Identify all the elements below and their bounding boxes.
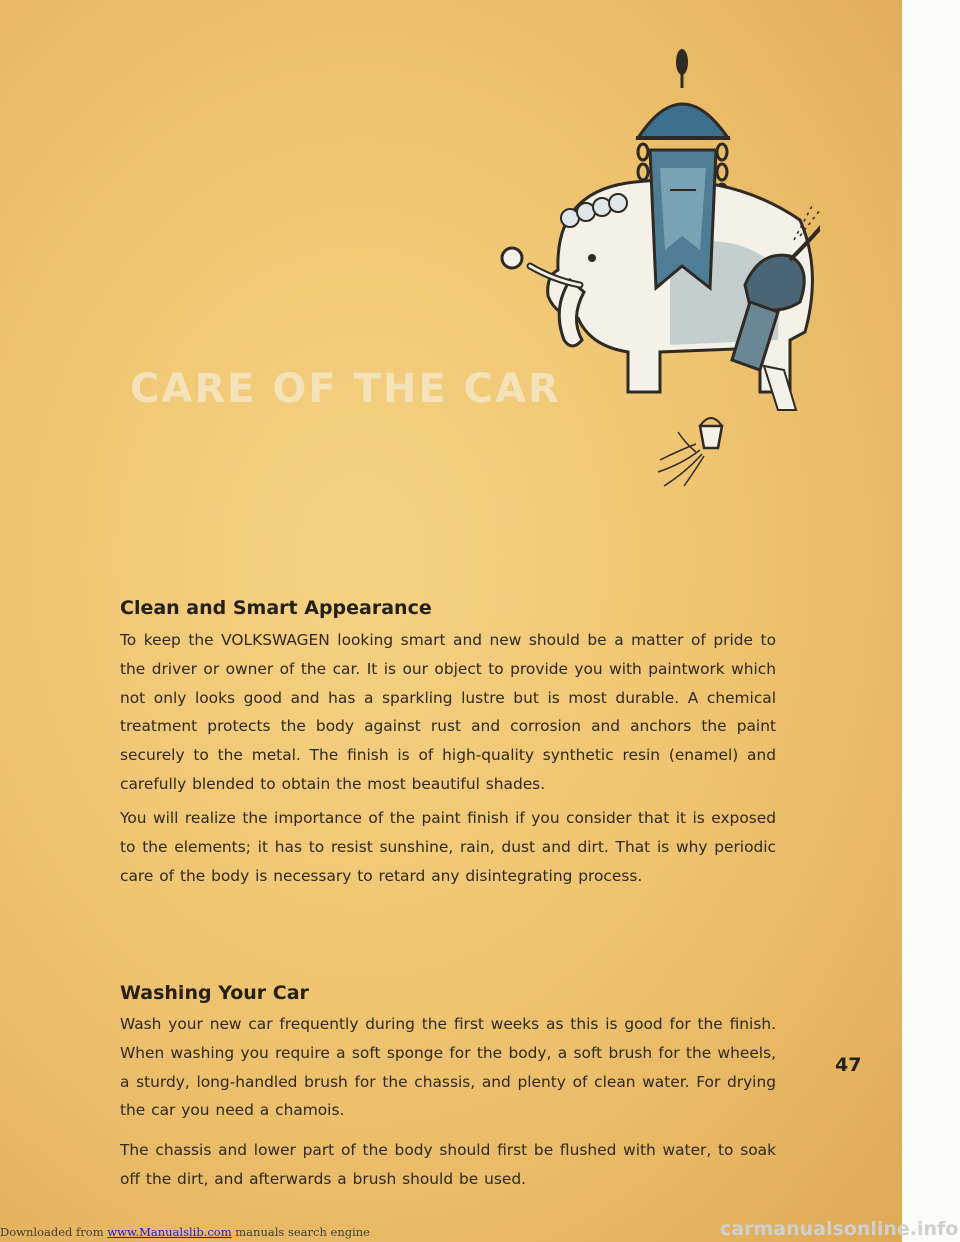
section-title-washing: Washing Your Car <box>120 982 309 1004</box>
manualslib-link[interactable]: www.Manualslib.com <box>107 1225 232 1239</box>
section-title-appearance: Clean and Smart Appearance <box>120 597 432 619</box>
page-number: 47 <box>835 1054 862 1076</box>
elephant-washing-illustration <box>460 40 820 510</box>
paragraph-appearance-2: You will realize the importance of the paint finish if you consider that it is exposed to the elements; it has to resist sunshine, rain, dust and dirt. That is why periodic care of the body is necessary to retard any disintegrating process. <box>120 809 776 885</box>
download-footer <box>0 1224 370 1240</box>
paragraph-washing-2: The chassis and lower part of the body should first be flushed with water, to soak off the dirt, and afterwards a brush should be used. <box>120 1141 776 1188</box>
chapter-heading: CARE OF THE CAR <box>130 366 561 412</box>
paragraph-washing-1: Wash your new car frequently during the first weeks as this is good for the finish. When washing you require a soft sponge for the body, a soft brush for the wheels, a sturdy, long-handled brush for the chassis, and plenty of clean water. For drying the car you need a chamois. <box>120 1015 776 1120</box>
footer-prefix: Downloaded from <box>0 1225 108 1239</box>
footer-suffix: manuals search engine <box>231 1225 370 1239</box>
page-margin-strip <box>902 0 960 1242</box>
site-watermark: carmanualsonline.info <box>720 1218 959 1240</box>
paragraph-appearance-1: To keep the VOLKSWAGEN looking smart and new should be a matter of pride to the driver or owner of the car. It is our object to provide you with paintwork which not only looks good and has a sparkling lustre but is most durable. A chemical treatment protects the body against rust and corrosion and anchors the paint securely to the metal. The finish is of high-quality synthetic resin (enamel) and carefully blended to obtain the most beautiful shades. <box>120 631 776 793</box>
